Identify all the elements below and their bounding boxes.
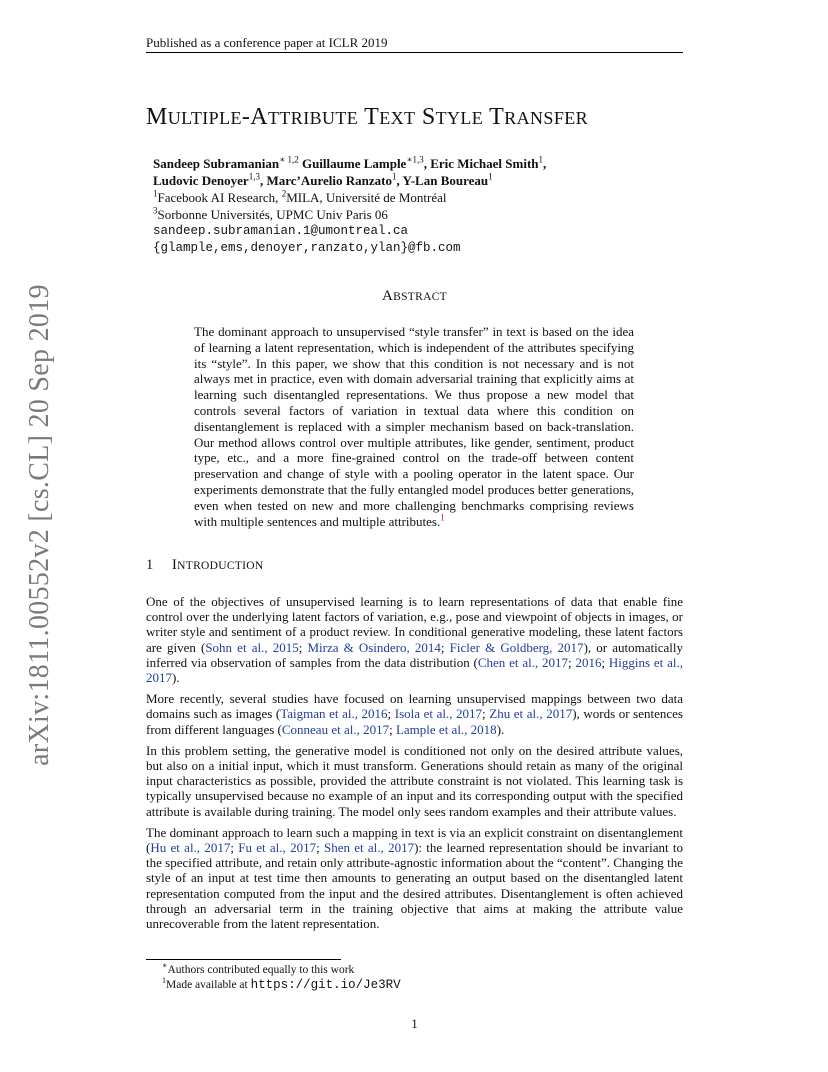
citation-link[interactable]: Mirza & Osindero, 2014 (307, 639, 441, 655)
citation-link[interactable]: Lample et al., 2018 (395, 721, 497, 737)
section-heading-introduction: 1 INTRODUCTION (146, 557, 264, 573)
citation-link[interactable]: Fu et al., 2017 (238, 840, 317, 856)
affiliation-2: $^3$Sorbonne Universités, UPMC Univ Paris 06 (153, 205, 388, 222)
arxiv-stamp (22, 284, 58, 766)
paragraph-1: One of the objectives of unsupervised learning is to learn representations of data that enable fine control over the underlying latent factors of variation, e.g., pose and viewpoint of objects in images, or writer style and sentiment of a product review. In conditional generative modeling, these latent factors are given (Sohn et al., 2015; Mirza & Osindero, 2014; Ficler & Goldberg, 2017), or automatically inferred via observation of samples from the data distribution (Chen et al., 2017; 2016; Higgins et al., 2017). (146, 594, 683, 686)
citation-link[interactable]: Higgins et al., 2017 (146, 654, 683, 686)
footnote-equal-contribution: ∗Authors contributed equally to this work (162, 961, 355, 976)
author-block (153, 155, 693, 257)
code-url-link[interactable]: https://git.io/Je3RV (250, 978, 401, 992)
email-2[interactable]: {glample,ems,denoyer,ranzato,ylan}@fb.com (153, 241, 461, 255)
arxiv-id-text: arXiv:1811.00552v2 [cs.CL] 20 Sep 2019 (24, 284, 55, 766)
citation-link[interactable]: Hu et al., 2017 (150, 840, 231, 856)
footnote-rule (146, 959, 341, 960)
citation-link[interactable]: Shen et al., 2017 (323, 840, 415, 856)
paper-title: MULTIPLE-ATTRIBUTE TEXT STYLE TRANSFER (146, 104, 589, 130)
abstract-text: The dominant approach to unsupervised “style transfer” in text is based on the idea of learning a latent representation, which is independent of the attributes specifying its “style”. In this paper, we show that this condition is not necessary and is not always met in practice, even with domain adversarial training that explicitly aims at learning such disentangled representations. We thus propose a new model that controls several factors of variation in textual data where this condition on disentanglement is replaced with a simpler mechanism based on back-translation. Our method allows control over multiple attributes, like gender, sentiment, product type, etc., and a more fine-grained control on the trade-off between content preservation and change of style with a pooling operator in the latent space. Our experiments demonstrate that the fully entangled model produces better generations, even when tested on new and more challenging benchmarks comprising reviews with multiple sentences and multiple attributes.$^1$ (194, 324, 634, 529)
citation-link[interactable]: Isola et al., 2017 (394, 706, 483, 722)
footnote-code: $^1$Made available at https://git.io/Je3RV (162, 976, 401, 992)
citation-link[interactable]: Chen et al., 2017 (477, 654, 569, 670)
author-line-2: Ludovic Denoyer$^{1,3}$, Marc’Aurelio Ranzato$^1$, Y-Lan Boureau$^1$ (153, 171, 493, 188)
citation-link[interactable]: Ficler & Goldberg, 2017 (449, 639, 584, 655)
citation-link[interactable]: 2016 (575, 654, 602, 670)
affiliation-1: $^1$Facebook AI Research, $^2$MILA, Université de Montréal (153, 188, 447, 205)
running-head: Published as a conference paper at ICLR 2019 (146, 35, 388, 50)
page-number: 1 (411, 1016, 418, 1031)
introduction-body (146, 594, 683, 937)
citation-link[interactable]: Conneau et al., 2017 (281, 721, 390, 737)
author-line-1: Sandeep Subramanian$^{∗ 1,2}$ Guillaume Lample$^{∗1,3}$, Eric Michael Smith$^1$, (153, 154, 547, 171)
abstract-heading: ABSTRACT (381, 288, 447, 304)
citation-link[interactable]: Zhu et al., 2017 (489, 706, 573, 722)
paragraph-2: More recently, several studies have focused on learning unsupervised mappings between two data domains such as images (Taigman et al., 2016; Isola et al., 2017; Zhu et al., 2017), words or sentences from different languages (Conneau et al., 2017; Lample et al., 2018). (146, 691, 683, 737)
header-rule (146, 52, 683, 53)
citation-link[interactable]: Sohn et al., 2015 (205, 639, 299, 655)
paragraph-4: The dominant approach to learn such a mapping in text is via an explicit constraint on disentanglement (Hu et al., 2017; Fu et al., 2017; Shen et al., 2017): the learned representation should be invariant to the specified attribute, and retain only attribute-agnostic information about the “content”. Changing the style of an input at test time then amounts to generating an output based on the disentangled latent representation computed from the input and the desired attributes. Disentanglement is often achieved through an adversarial term in the training objective that aims at making the attribute value unrecoverable from the latent representation. (146, 824, 683, 932)
footnote-link-1[interactable]: 1 (440, 512, 445, 523)
citation-link[interactable]: Taigman et al., 2016 (280, 706, 388, 722)
email-1[interactable]: sandeep.subramanian.1@umontreal.ca (153, 224, 409, 238)
paragraph-3: In this problem setting, the generative model is conditioned not only on the desired attribute values, but also on a initial input, which it must transform. Generations should retain as many of the original input characteristics as possible, provided the attribute constraint is not violated. This learning task is typically unsupervised because no example of an input and its corresponding output with the specified attribute is available during training. The model only sees random examples and their attribute values. (146, 742, 683, 819)
footnotes (162, 963, 401, 993)
